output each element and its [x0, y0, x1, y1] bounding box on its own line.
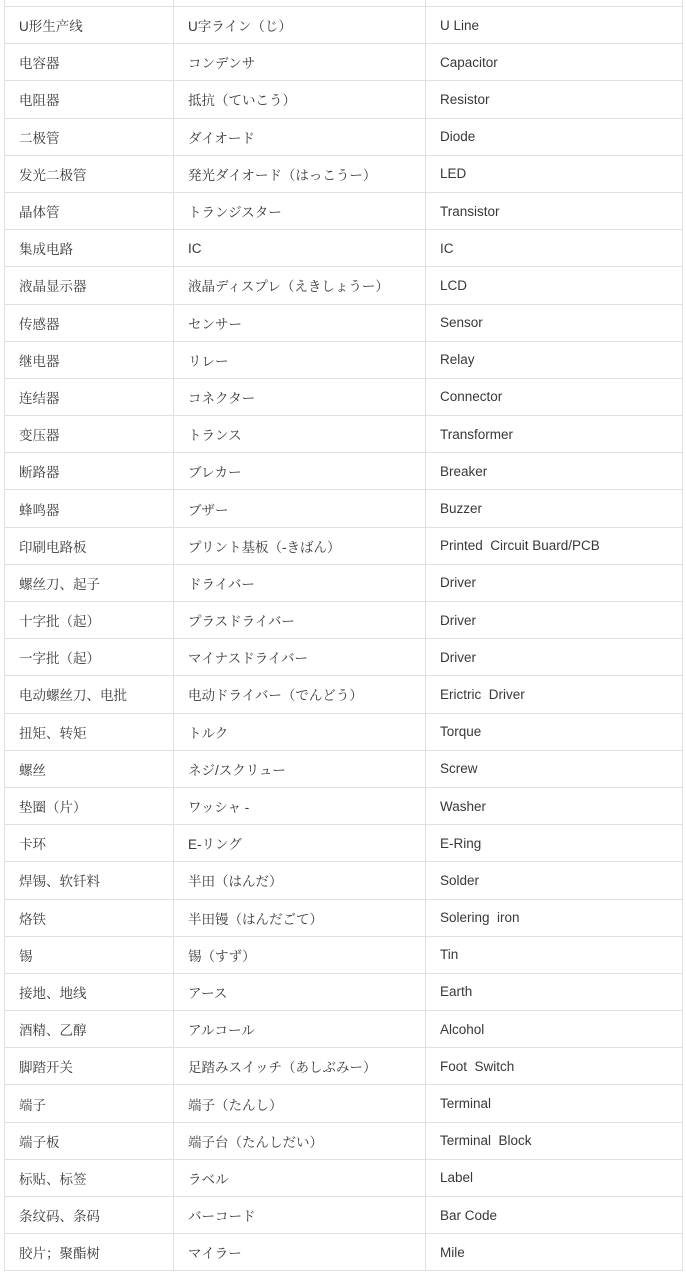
cell-japanese: マイナスドライバー: [174, 639, 426, 676]
cell-japanese: 発光ダイオード（はっこうー）: [174, 155, 426, 192]
cell-english: Terminal: [426, 1085, 683, 1122]
table-row: [5, 1197, 683, 1234]
cell-japanese: 锡（すず）: [174, 936, 426, 973]
cell-chinese: 连结器: [5, 378, 174, 415]
table-row: [5, 304, 683, 341]
cell-english: Buzzer: [426, 490, 683, 527]
cell-japanese: コンデンサ: [174, 44, 426, 81]
cell-chinese: 锡: [5, 936, 174, 973]
cell-chinese: 蜂鸣器: [5, 490, 174, 527]
cell-english: Alcohol: [426, 1011, 683, 1048]
table-row: [5, 416, 683, 453]
table-row: [5, 1085, 683, 1122]
cell-japanese: トルク: [174, 713, 426, 750]
cell-chinese: 扭矩、转矩: [5, 713, 174, 750]
cell-chinese: 电容器: [5, 44, 174, 81]
cell-english: Terminal Block: [426, 1122, 683, 1159]
cell-japanese: コネクター: [174, 378, 426, 415]
cell-english: Connector: [426, 378, 683, 415]
cell-japanese: ラベル: [174, 1159, 426, 1196]
cell-english: Label: [426, 1159, 683, 1196]
cell-chinese: 胶片；聚酯树: [5, 1234, 174, 1271]
cell-english: Screw: [426, 750, 683, 787]
table-row: [5, 44, 683, 81]
table-row: [5, 1048, 683, 1085]
table-row: [5, 490, 683, 527]
cell-japanese: 抵抗（ていこう）: [174, 81, 426, 118]
table-row: [5, 1122, 683, 1159]
table-row: [5, 527, 683, 564]
cell-chinese: 液晶显示器: [5, 267, 174, 304]
cell-japanese: 足踏みスイッチ（あしぶみー）: [174, 1048, 426, 1085]
cell-japanese: アルコール: [174, 1011, 426, 1048]
table-row: [5, 750, 683, 787]
cell-english: Sensor: [426, 304, 683, 341]
cell-english: Tin: [426, 936, 683, 973]
cell-japanese: 液晶ディスプレ（えきしょうー）: [174, 267, 426, 304]
cell-japanese: 端子（たんし）: [174, 1085, 426, 1122]
cell-chinese: 晶体管: [5, 192, 174, 229]
cell-chinese: 接地、地线: [5, 973, 174, 1010]
cell-english: Transformer: [426, 416, 683, 453]
cell-japanese: 半田（はんだ）: [174, 862, 426, 899]
cell-english: LCD: [426, 267, 683, 304]
cell-japanese: 电动ドライバー（でんどう）: [174, 676, 426, 713]
cell-japanese: 半田镘（はんだごて）: [174, 899, 426, 936]
cell-japanese: ワッシャ -: [174, 787, 426, 824]
table-row: [5, 341, 683, 378]
table-row: [5, 713, 683, 750]
table-row: [5, 787, 683, 824]
cell-chinese: 断路器: [5, 453, 174, 490]
cell-english: Washer: [426, 787, 683, 824]
table-row: [5, 602, 683, 639]
cell-english: U Line: [426, 7, 683, 44]
table-row: [5, 1159, 683, 1196]
cell-chinese: 端子板: [5, 1122, 174, 1159]
table-row: [5, 862, 683, 899]
cell-chinese: 二极管: [5, 118, 174, 155]
cell-english: LED: [426, 155, 683, 192]
table-row: [5, 230, 683, 267]
table-row: [5, 564, 683, 601]
cell-chinese: 卡环: [5, 825, 174, 862]
cell-japanese: E-リング: [174, 825, 426, 862]
cell-english: E-Ring: [426, 825, 683, 862]
cell-english: Driver: [426, 602, 683, 639]
cell-japanese: バーコード: [174, 1197, 426, 1234]
table-row: [5, 1234, 683, 1271]
cell-japanese: IC: [174, 230, 426, 267]
cell-chinese: 垫圈（片）: [5, 787, 174, 824]
cell-chinese: 电动螺丝刀、电批: [5, 676, 174, 713]
cell-japanese: ブザー: [174, 490, 426, 527]
cell-japanese: プラスドライバー: [174, 602, 426, 639]
table-row: [5, 453, 683, 490]
cell-chinese: 酒精、乙醇: [5, 1011, 174, 1048]
cell-english: Bar Code: [426, 1197, 683, 1234]
cell-english: Torque: [426, 713, 683, 750]
cell-english: Driver: [426, 639, 683, 676]
cell-english: Solder: [426, 862, 683, 899]
table-row: [5, 378, 683, 415]
cell-english: Mile: [426, 1234, 683, 1271]
cell-chinese: 变压器: [5, 416, 174, 453]
cell-english: IC: [426, 230, 683, 267]
table-row: [5, 1011, 683, 1048]
cell-chinese: 脚踏开关: [5, 1048, 174, 1085]
table-row: [5, 676, 683, 713]
vocab-table: [4, 0, 683, 1271]
cell-english: Resistor: [426, 81, 683, 118]
cell-english: Solering iron: [426, 899, 683, 936]
table-row: [5, 192, 683, 229]
cell-japanese: マイラー: [174, 1234, 426, 1271]
cell-japanese: トランジスター: [174, 192, 426, 229]
cell-chinese: 端子: [5, 1085, 174, 1122]
cell-chinese: 发光二极管: [5, 155, 174, 192]
cell-chinese: 电阻器: [5, 81, 174, 118]
cell-english: Relay: [426, 341, 683, 378]
cell-japanese: プリント基板（‐きばん）: [174, 527, 426, 564]
cell-japanese: ブレカー: [174, 453, 426, 490]
cell-japanese: アース: [174, 973, 426, 1010]
cell-chinese: 传感器: [5, 304, 174, 341]
cell-english: Transistor: [426, 192, 683, 229]
table-row: [5, 155, 683, 192]
cell-chinese: 螺丝: [5, 750, 174, 787]
cell-chinese: 一字批（起）: [5, 639, 174, 676]
table-row: [5, 81, 683, 118]
table-row: [5, 267, 683, 304]
cell-english: Earth: [426, 973, 683, 1010]
table-row: [5, 118, 683, 155]
cell-chinese: U形生产线: [5, 7, 174, 44]
cell-chinese: 条纹码、条码: [5, 1197, 174, 1234]
table-row: [5, 936, 683, 973]
cell-chinese: 继电器: [5, 341, 174, 378]
cell-chinese: 焊锡、软钎料: [5, 862, 174, 899]
cell-japanese: リレー: [174, 341, 426, 378]
cell-english: Diode: [426, 118, 683, 155]
cell-english: Printed Circuit Buard/PCB: [426, 527, 683, 564]
table-row: [5, 7, 683, 44]
cell-japanese: ダイオード: [174, 118, 426, 155]
table-row: [5, 973, 683, 1010]
cell-english: Capacitor: [426, 44, 683, 81]
cell-english: Foot Switch: [426, 1048, 683, 1085]
table-row: [5, 899, 683, 936]
cell-japanese: ネジ/スクリュー: [174, 750, 426, 787]
cell-japanese: ドライバー: [174, 564, 426, 601]
cell-chinese: 集成电路: [5, 230, 174, 267]
table-row: [5, 825, 683, 862]
cell-chinese: 烙铁: [5, 899, 174, 936]
cell-chinese: 印刷电路板: [5, 527, 174, 564]
cell-japanese: 端子台（たんしだい）: [174, 1122, 426, 1159]
cell-japanese: センサー: [174, 304, 426, 341]
table-row: [5, 639, 683, 676]
cell-japanese: U字ライン（じ）: [174, 7, 426, 44]
cell-english: Erictric Driver: [426, 676, 683, 713]
cell-chinese: 螺丝刀、起子: [5, 564, 174, 601]
vocab-table-body: [5, 0, 683, 1271]
cell-chinese: 标贴、标签: [5, 1159, 174, 1196]
cell-english: Breaker: [426, 453, 683, 490]
cell-english: Driver: [426, 564, 683, 601]
cell-chinese: 十字批（起）: [5, 602, 174, 639]
cell-japanese: トランス: [174, 416, 426, 453]
